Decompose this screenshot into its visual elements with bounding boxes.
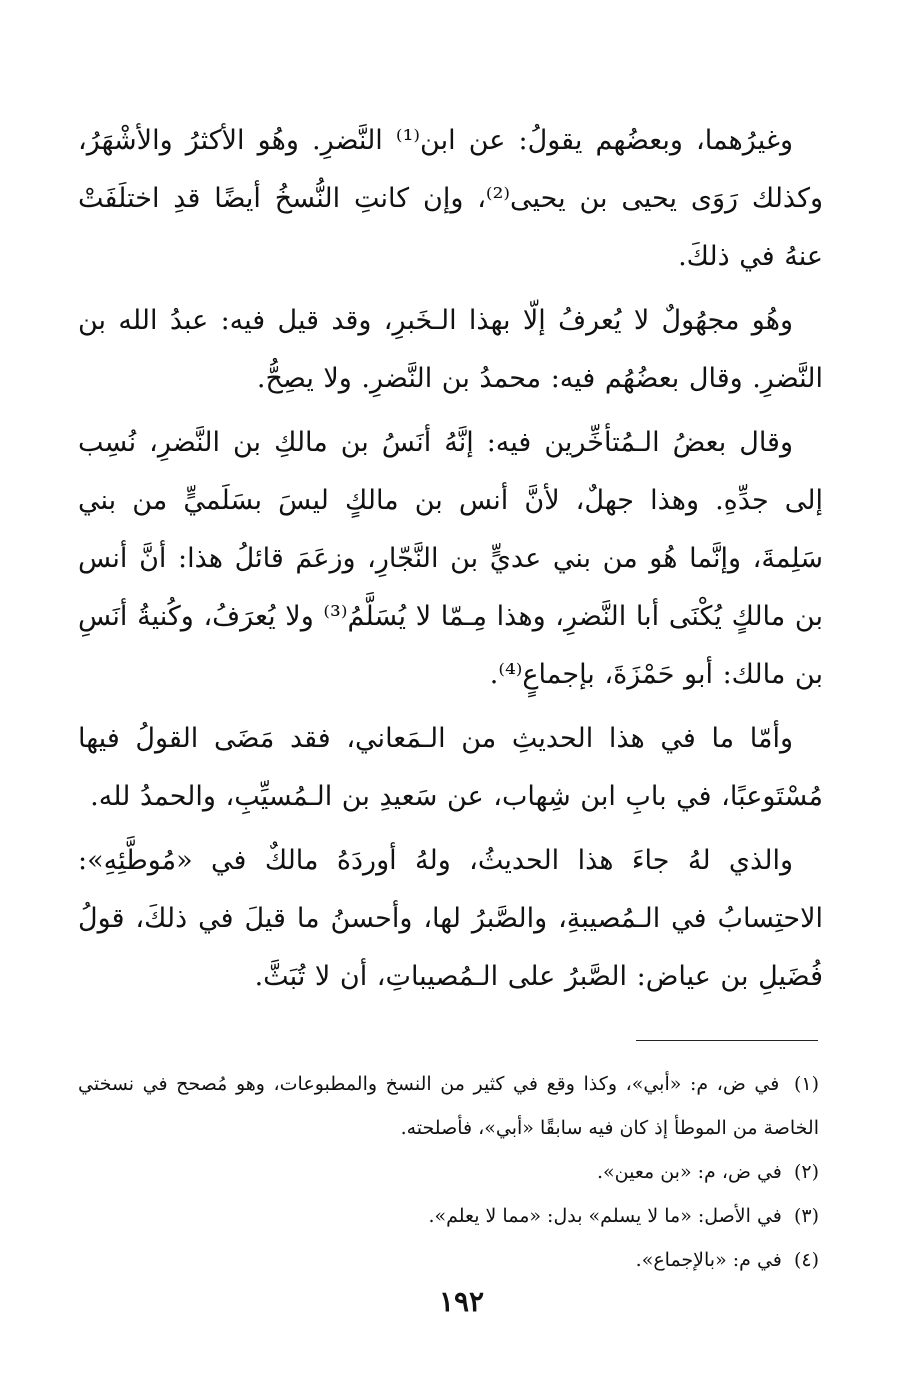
footnote-text: في الأصل: «ما لا يسلم» بدل: «مما لا يعلم». <box>428 1205 782 1227</box>
footnote-text: في ض، م: «بن معين». <box>596 1161 782 1183</box>
footnote-number: (١) <box>793 1073 819 1095</box>
footnote <box>78 1238 819 1282</box>
footnote <box>78 1194 819 1238</box>
paragraph: وقال بعضُ الـمُتأخِّرين فيه: إنَّهُ أنَسُ بن مالكِ بن النَّضرِ، نُسِب إلى جدِّهِ. وهذا جهلٌ، لأنَّ أنس بن مالكٍ ليسَ بسَلَميٍّ من بني سَلِمةَ، وإنَّما هُو من بني عديٍّ بن النَّجّارِ، وزعَمَ قائلُ هذا: أنَّ أنس بن مالكٍ يُكْنَى أبا النَّضرِ، وهذا مِـمّا لا يُسَلَّمُ⁽³⁾ ولا يُعرَفُ، وكُنيةُ أنَسِ بن مالك: أبو حَمْزَةَ، بإجماعٍ⁽⁴⁾. <box>78 427 823 690</box>
page-number: ١٩٢ <box>438 1285 485 1318</box>
footnote-text: في م: «بالإجماع». <box>635 1249 782 1271</box>
main-text-block <box>78 112 823 1012</box>
footnote <box>78 1150 819 1194</box>
footnotes-block <box>78 1062 819 1282</box>
paragraph: وغيرُهما، وبعضُهم يقولُ: عن ابن⁽¹⁾ النَّضرِ. وهُو الأكثرُ والأشْهَرُ، وكذلك رَوَى يحيى بن يحيى⁽²⁾، وإن كانتِ النُّسخُ أيضًا قدِ اختلَفَتْ عنهُ في ذلكَ. <box>78 125 823 272</box>
footnote-number: (٢) <box>793 1161 819 1183</box>
paragraph: والذي لهُ جاءَ هذا الحديثُ، ولهُ أوردَهُ مالكٌ في «مُوطَّئِهِ»: الاحتِسابُ في الـمُصيبةِ، والصَّبرُ لها، وأحسنُ ما قيلَ في ذلكَ، قولُ فُضَيلِ بن عياض: الصَّبرُ على الـمُصيباتِ، أن لا تُبَثَّ. <box>78 845 823 992</box>
paragraph: وهُو مجهُولٌ لا يُعرفُ إلّا بهذا الـخَبرِ، وقد قيل فيه: عبدُ الله بن النَّضرِ. وقال بعضُهُم فيه: محمدُ بن النَّضرِ. ولا يصِحُّ. <box>78 305 823 394</box>
footnote-divider <box>636 1040 818 1041</box>
paragraph: وأمّا ما في هذا الحديثِ من الـمَعاني، فقد مَضَى القولُ فيها مُسْتَوعبًا، في بابِ ابن شِهاب، عن سَعيدِ بن الـمُسيِّبِ، والحمدُ لله. <box>78 723 823 812</box>
footnote-text: في ض، م: «أبي»، وكذا وقع في كثير من النسخ والمطبوعات، وهو مُصحح في نسختي الخاصة من الموطأ إذ كان فيه سابقًا «أبي»، فأصلحته. <box>78 1073 819 1139</box>
footnote-number: (٤) <box>793 1249 819 1271</box>
footnote <box>78 1062 819 1150</box>
footnote-number: (٣) <box>793 1205 819 1227</box>
